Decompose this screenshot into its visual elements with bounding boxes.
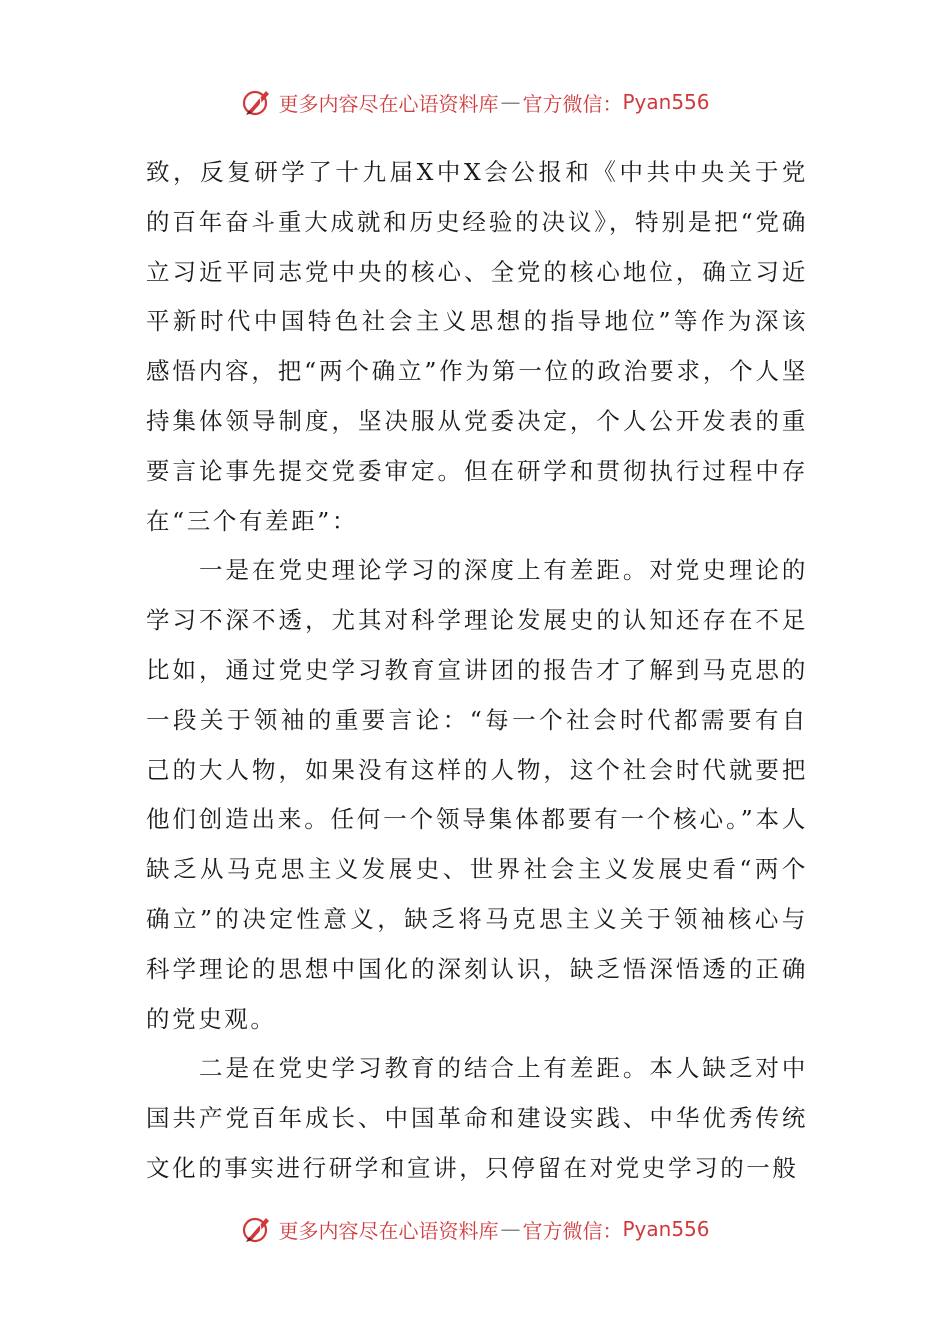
banner-account-id: Pyan556 xyxy=(622,1217,710,1241)
banner-text: 更多内容尽在心语资料库 xyxy=(278,91,499,116)
banner-account-label: 官方微信： xyxy=(522,91,623,116)
banner-separator: — xyxy=(500,90,521,114)
document-body xyxy=(146,148,808,1194)
paragraph-1: 致，反复研学了十九届X中X会公报和《中共中央关于党的百年奋斗重大成就和历史经验的决议》，特别是把“党确立习近平同志党中央的核心、全党的核心地位，确立习近平新时代中国特色社会主义思想的指导地位”等作为深该感悟内容，把“两个确立”作为第一位的政治要求，个人坚持集体领导制度，坚决服从党委决定，个人公开发表的重要言论事先提交党委审定。但在研学和贯彻执行过程中存在“三个有差距”： xyxy=(146,158,808,535)
paragraph-3: 二是在党史学习教育的结合上有差距。本人缺乏对中国共产党百年成长、中国革命和建设实践、中华优秀传统文化的事实进行研学和宣讲，只停留在对党史学习的一般 xyxy=(146,1054,808,1182)
banner-account-label: 官方微信： xyxy=(522,1218,623,1243)
banner-account-id: Pyan556 xyxy=(622,90,710,114)
banner-text: 更多内容尽在心语资料库 xyxy=(278,1218,499,1243)
header-banner xyxy=(0,82,950,122)
quill-pen-circle-icon xyxy=(240,85,274,119)
banner-separator: — xyxy=(500,1217,521,1241)
paragraph-2: 一是在党史理论学习的深度上有差距。对党史理论的学习不深不透，尤其对科学理论发展史的认知还存在不足比如，通过党史学习教育宣讲团的报告才了解到马克思的一段关于领袖的重要言论：“每一个社会时代都需要有自己的大人物，如果没有这样的人物，这个社会时代就要把他们创造出来。任何一个领导集体都要有一个核心。”本人缺乏从马克思主义发展史、世界社会主义发展史看“两个确立”的决定性意义，缺乏将马克思主义关于领袖核心与科学理论的思想中国化的深刻认识，缺乏悟深悟透的正确的党史观。 xyxy=(146,556,808,1033)
footer-banner xyxy=(0,1209,950,1249)
quill-pen-circle-icon xyxy=(240,1212,274,1246)
